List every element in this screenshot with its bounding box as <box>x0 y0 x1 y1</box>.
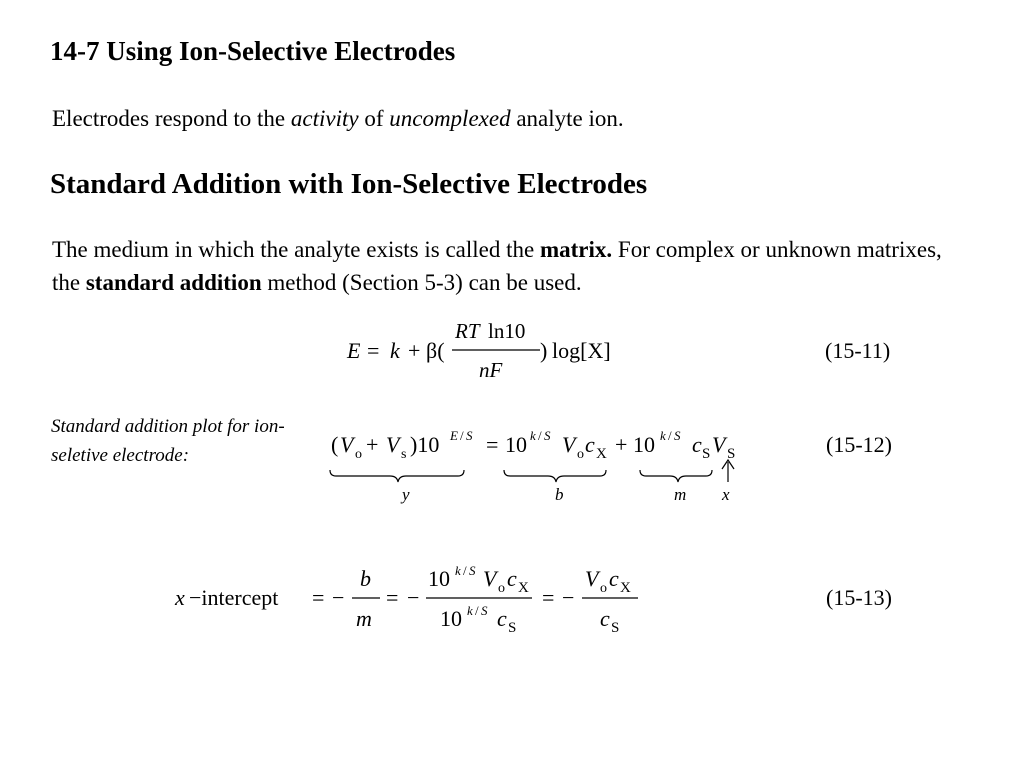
svg-text:/: / <box>668 428 672 443</box>
svg-text:10: 10 <box>428 566 450 591</box>
svg-text:E: E <box>450 428 458 443</box>
svg-text:k: k <box>390 338 400 363</box>
svg-text:X: X <box>620 580 631 596</box>
svg-text:V: V <box>340 432 354 457</box>
svg-text:β(: β( <box>426 338 445 363</box>
svg-text:−: − <box>407 585 420 610</box>
body-text-mid: For complex or unknown matrixes, the <box>52 237 942 295</box>
svg-text:−intercept: −intercept <box>189 585 279 610</box>
svg-text:+: + <box>366 432 379 457</box>
svg-text:S: S <box>469 563 476 578</box>
svg-text:V: V <box>712 432 726 457</box>
body-text-pre: The medium in which the analyte exists is called the <box>52 237 540 262</box>
body-bold-standard-addition: standard addition <box>85 270 262 295</box>
svg-text:S: S <box>727 446 736 462</box>
slide-title: 14-7 Using Ion-Selective Electrodes <box>50 36 456 66</box>
svg-text:S: S <box>702 446 711 462</box>
svg-text:V: V <box>585 566 599 591</box>
label-x: x <box>722 485 730 504</box>
svg-text:c: c <box>507 566 517 591</box>
svg-text:=: = <box>542 585 555 610</box>
equation-number-15-13: (15-13) <box>826 585 892 610</box>
svg-text:10: 10 <box>633 432 655 457</box>
svg-text:c: c <box>692 432 702 457</box>
svg-text:s: s <box>401 447 407 462</box>
body-text-post: method (Section 5-3) can be used. <box>261 270 582 295</box>
intro-emphasis-activity: activity <box>290 106 359 131</box>
svg-text:c: c <box>497 606 507 631</box>
svg-text:X: X <box>518 580 529 596</box>
label-b: b <box>555 485 564 504</box>
svg-text:c: c <box>600 606 610 631</box>
svg-text:10: 10 <box>440 606 462 631</box>
svg-text:=: = <box>386 585 399 610</box>
svg-text:(: ( <box>331 432 339 457</box>
plot-caption: Standard addition plot for ion-seletive electrode: <box>51 416 285 466</box>
equation-number-15-12: (15-12) <box>826 432 892 457</box>
intro-text-pre: Electrodes respond to the <box>52 106 291 131</box>
svg-text:10: 10 <box>505 432 527 457</box>
svg-text:nF: nF <box>479 358 503 382</box>
svg-text:−: − <box>332 585 345 610</box>
svg-text:)10: )10 <box>410 432 440 457</box>
svg-text:o: o <box>600 581 607 596</box>
svg-text:/: / <box>460 428 464 443</box>
svg-text:X: X <box>596 446 607 462</box>
svg-text:/: / <box>538 428 542 443</box>
svg-text:S: S <box>544 428 551 443</box>
svg-text:k: k <box>530 428 536 443</box>
svg-text:+: + <box>615 432 628 457</box>
svg-text:V: V <box>483 566 497 591</box>
equation-number-15-11: (15-11) <box>825 338 891 363</box>
intro-emphasis-uncomplexed: uncomplexed <box>389 106 511 131</box>
svg-text:o: o <box>355 447 362 462</box>
svg-text:k: k <box>467 603 473 618</box>
svg-text:/: / <box>475 603 479 618</box>
svg-text:/: / <box>463 563 467 578</box>
svg-text:ln10: ln10 <box>488 319 526 343</box>
label-m: m <box>674 485 687 504</box>
intro-text-mid: of <box>358 106 390 131</box>
svg-text:S: S <box>481 603 488 618</box>
svg-text:m: m <box>356 606 372 631</box>
svg-text:−: − <box>562 585 575 610</box>
svg-text:RT: RT <box>455 319 480 343</box>
svg-text:S: S <box>611 620 620 636</box>
svg-text:V: V <box>562 432 576 457</box>
svg-text:x: x <box>175 585 185 610</box>
svg-text:=: = <box>367 338 380 363</box>
svg-text:c: c <box>585 432 595 457</box>
svg-text:c: c <box>609 566 619 591</box>
svg-text:S: S <box>466 428 473 443</box>
intro-text-post: analyte ion. <box>510 106 624 131</box>
svg-text:k: k <box>455 563 461 578</box>
body-bold-matrix: matrix. <box>539 237 613 262</box>
label-y: y <box>402 485 410 504</box>
svg-text:V: V <box>386 432 400 457</box>
svg-text:E: E <box>347 338 361 363</box>
svg-text:S: S <box>674 428 681 443</box>
svg-text:log[X]: log[X] <box>552 338 611 363</box>
svg-text:): ) <box>540 338 548 363</box>
svg-text:+: + <box>408 338 421 363</box>
section-heading: Standard Addition with Ion-Selective Electrodes <box>50 168 648 200</box>
svg-text:=: = <box>486 432 499 457</box>
svg-text:k: k <box>660 428 666 443</box>
svg-text:o: o <box>498 581 505 596</box>
svg-text:=: = <box>312 585 325 610</box>
svg-text:b: b <box>360 566 371 591</box>
svg-text:S: S <box>508 620 517 636</box>
svg-text:o: o <box>577 447 584 462</box>
